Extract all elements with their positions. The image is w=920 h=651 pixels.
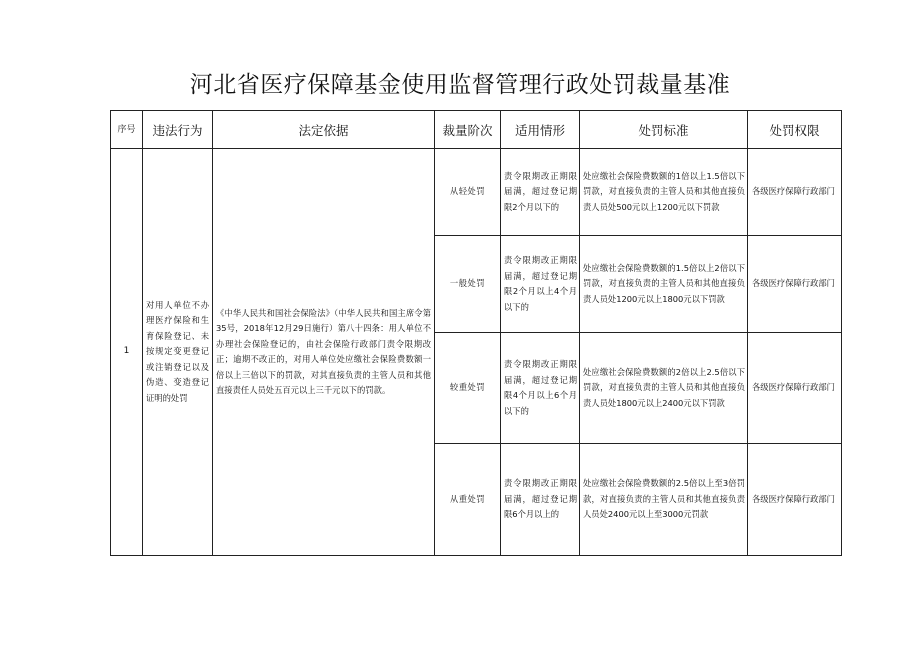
standard-cell: 处应缴社会保险费数额的2.5倍以上至3倍罚款，对直接负责的主管人员和其他直接负责人员处2400元以上至3000元罚款 bbox=[580, 444, 748, 556]
standard-cell: 处应缴社会保险费数额的2倍以上2.5倍以下罚款，对直接负责的主管人员和其他直接负责人员处1800元以上2400元以下罚款 bbox=[580, 333, 748, 444]
condition-cell: 责令限期改正期限届满，超过登记期限6个月以上的 bbox=[501, 444, 580, 556]
condition-cell: 责令限期改正期限届满，超过登记期限2个月以下的 bbox=[501, 149, 580, 236]
header-seq: 序号 bbox=[111, 111, 143, 149]
header-condition: 适用情形 bbox=[501, 111, 580, 149]
header-violation: 违法行为 bbox=[143, 111, 213, 149]
level-cell: 一般处罚 bbox=[435, 236, 501, 333]
authority-cell: 各级医疗保障行政部门 bbox=[748, 444, 842, 556]
header-legal-basis: 法定依据 bbox=[213, 111, 435, 149]
document-title: 河北省医疗保障基金使用监督管理行政处罚裁量基准 bbox=[189, 72, 731, 98]
row-seq: 1 bbox=[111, 149, 143, 556]
table-row bbox=[111, 149, 842, 236]
header-standard: 处罚标准 bbox=[580, 111, 748, 149]
authority-cell: 各级医疗保障行政部门 bbox=[748, 333, 842, 444]
header-level: 裁量阶次 bbox=[435, 111, 501, 149]
penalty-table bbox=[110, 110, 842, 556]
header-authority: 处罚权限 bbox=[748, 111, 842, 149]
condition-cell: 责令限期改正期限届满，超过登记期限2个月以上4个月以下的 bbox=[501, 236, 580, 333]
authority-cell: 各级医疗保障行政部门 bbox=[748, 149, 842, 236]
level-cell: 从重处罚 bbox=[435, 444, 501, 556]
standard-cell: 处应缴社会保险费数额的1.5倍以上2倍以下罚款，对直接负责的主管人员和其他直接负责人员处1200元以上1800元以下罚款 bbox=[580, 236, 748, 333]
level-cell: 从轻处罚 bbox=[435, 149, 501, 236]
legal-basis-cell: 《中华人民共和国社会保险法》（中华人民共和国主席令第35号，2018年12月29日施行）第八十四条：用人单位不办理社会保险登记的，由社会保险行政部门责令限期改正；逾期不改正的，对用人单位处应缴社会保险费数额一倍以上三倍以下的罚款，对其直接负责的主管人员和其他直接责任人员处五百元以上三千元以下的罚款。 bbox=[213, 149, 435, 556]
header-row bbox=[111, 111, 842, 149]
level-cell: 较重处罚 bbox=[435, 333, 501, 444]
standard-cell: 处应缴社会保险费数额的1倍以上1.5倍以下罚款，对直接负责的主管人员和其他直接负责人员处500元以上1200元以下罚款 bbox=[580, 149, 748, 236]
authority-cell: 各级医疗保障行政部门 bbox=[748, 236, 842, 333]
condition-cell: 责令限期改正期限届满，超过登记期限4个月以上6个月以下的 bbox=[501, 333, 580, 444]
violation-cell: 对用人单位不办理医疗保险和生育保险登记、未按规定变更登记或注销登记以及伪造、变造登记证明的处罚 bbox=[143, 149, 213, 556]
